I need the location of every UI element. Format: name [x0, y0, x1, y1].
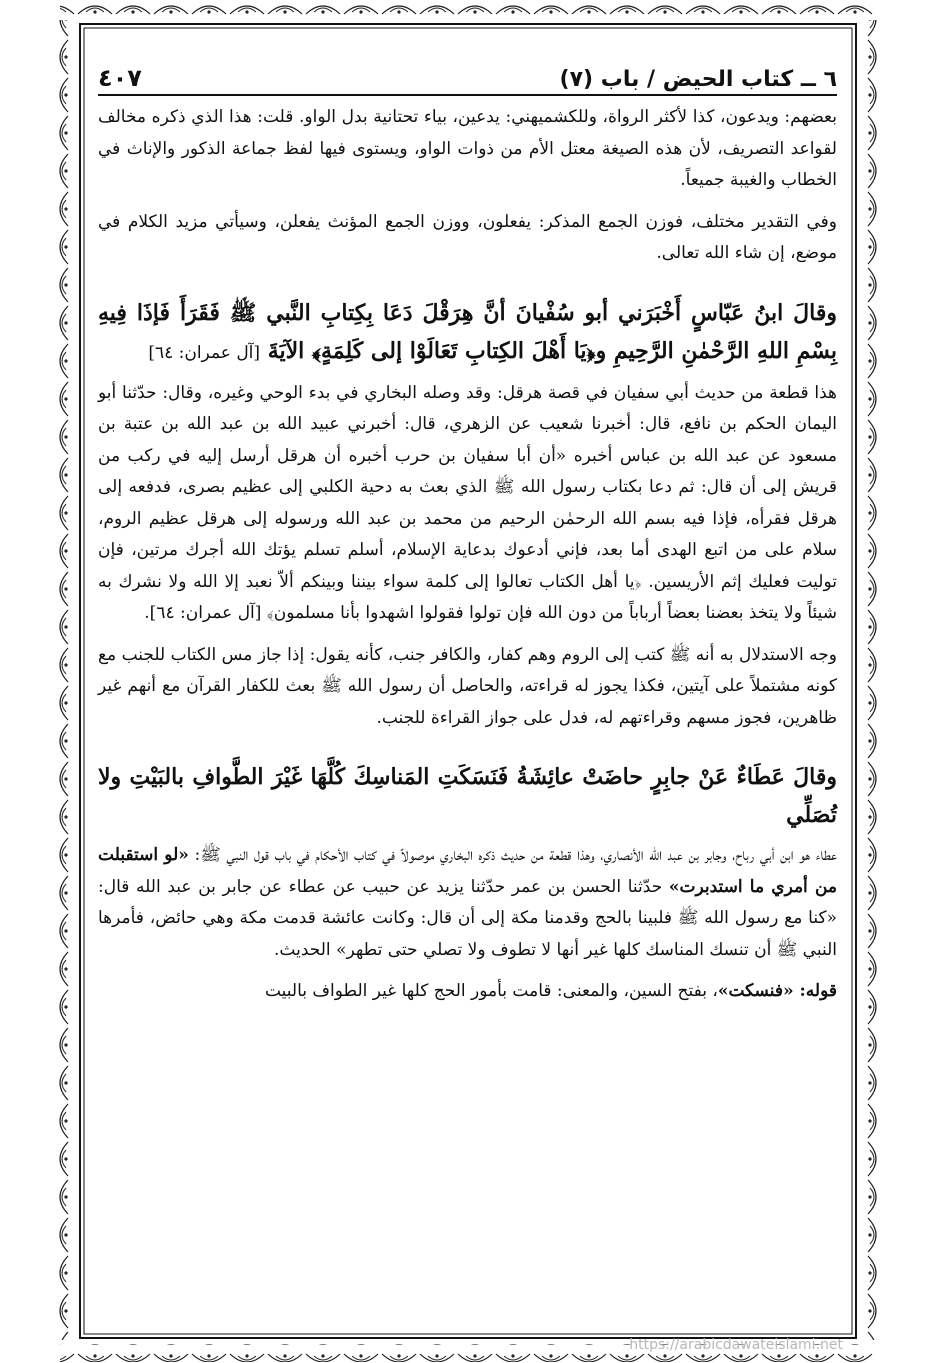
paragraph-6	[98, 976, 837, 1008]
paragraph-5-quote: «لو استقبلت من أمري ما استدبرت»	[98, 845, 837, 897]
paragraph-2: وفي التقدير مختلف، فوزن الجمع المذكر: يفعلون، ووزن الجمع المؤنث يفعلن، وسيأتي مزيد الكلام في موضع، إن شاء الله تعالى.	[98, 211, 837, 263]
hadith-1-body: وقالَ ابنُ عَبّاسٍ أَخْبَرَني أبو سُفْيانَ أنَّ هِرَقْلَ دَعَا بِكِتابِ النَّبي ﷺ فَقَرَأَ فَإذَا فِيهِ بِسْمِ اللهِ الرَّحْمٰنِ الرَّحِيمِ و﴿يَا أَهْلَ الكِتابِ تَعَالَوْا إلى كَلِمَةٍ﴾ الآيَةَ	[98, 299, 837, 364]
paragraph-3: هذا قطعة من حديث أبي سفيان في قصة هرقل: وقد وصله البخاري في بدء الوحي وغيره، وقال: حدّثنا أبو اليمان الحكم بن نافع، قال: أخبرنا شعيب عن الزهري، قال: أخبرني عبيد الله بن عبد الله بن عتبة بن مسعود عن عبد الله بن عباس أخبره «أن أبا سفيان بن حرب أخبره أن هرقل أرسل إليه في ركب من قريش إلى أن قال: ثم دعا بكتاب رسول الله ﷺ الذي بعث به دحية الكلبي إلى عظيم بصرى، فدفعه إلى هرقل فقرأه، فإذا فيه بسم الله الرحمٰن الرحيم من محمد بن عبد الله ورسوله إلى هرقل عظيم الروم، سلام على من اتبع الهدى أما بعد، فإني أدعوك بدعاية الإسلام، أسلم تسلم يؤتك الله أجرك مرتين، فإن توليت فعليك إثم الأريسين. ﴿يا أهل الكتاب تعالوا إلى كلمة سواء بيننا وبينكم ألاّ نعبد إلا الله ولا نشرك به شيئاً ولا يتخذ بعضنا بعضاً أرباباً من دون الله فإن تولوا فقولوا اشهدوا بأنا مسلمون﴾ [آل عمران: ٦٤].	[98, 382, 837, 623]
watermark-url: https://arabicdawateislami.net	[629, 1337, 843, 1353]
page-content	[98, 56, 837, 1323]
hadith-text-1	[98, 294, 837, 372]
header-rule	[98, 94, 837, 96]
page-number: ٤٠٧	[98, 64, 142, 92]
running-header	[98, 56, 837, 92]
hadith-1-reference: [آل عمران: ٦٤]	[148, 342, 261, 363]
paragraph-4: وجه الاستدلال به أنه ﷺ كتب إلى الروم وهم كفار، والكافر جنب، كأنه يقول: إذا جاز مس الكتاب للجنب مع كونه مشتملاً على آيتين، فكذا يجوز له قراءته، والحاصل أن رسول الله ﷺ بعث للكفار القرآن مع أنهم غير ظاهرين، فجوز مسهم وقراءتهم له، فدل على جواز القراءة للجنب.	[98, 644, 837, 728]
paragraph-5	[98, 840, 837, 966]
chapter-title: ٦ ــ كتاب الحيض / باب (٧)	[559, 67, 837, 92]
paragraph-6-lemma: قوله: «فنسكت»	[717, 981, 837, 1001]
paragraph-1: بعضهم: ويدعون، كذا لأكثر الرواة، وللكشميهني: يدعين، بياء تحتانية بدل الواو. قلت: هذا الذي ذكره مخالف لقواعد التصريف، لأن هذه الصيغة معتل الأم من ذوات الواو، ويستوى فيها لفظ جماعة الذكور والإناث في الخطاب والغيبة جميعاً.	[98, 107, 837, 190]
paragraph-5-part-1: عطاء هو ابن أبي رباح، وجابر بن عبد الله الأنصاري، وهذا قطعة من حديث ذكره البخاري موصولاً في كتاب الأحكام في باب قول النبي ﷺ:	[188, 845, 838, 865]
paragraph-5-part-2: حدّثنا الحسن بن عمر حدّثنا يزيد عن حبيب عن عطاء عن جابر بن عبد الله قال: «كنا مع رسول الله ﷺ فلبينا بالحج وقدمنا مكة إلى أن قال: وكانت عائشة قدمت مكة وهي حائض، فأمرها النبي ﷺ أن تنسك المناسك كلها غير أنها لا تطوف ولا تصلي حتى تطهر» الحديث.	[98, 876, 837, 960]
hadith-text-2: وقالَ عَطَاءٌ عَنْ جابِرٍ حاضَتْ عائِشَةُ فَنَسَكَتِ المَناسِكَ كُلَّهَا غَيْرَ الطَّوافِ بالبَيْتِ ولا تُصَلِّي	[98, 764, 837, 828]
paragraph-6-rest: ، بفتح السين، والمعنى: قامت بأمور الحج كلها غير الطواف بالبيت	[264, 981, 718, 1001]
